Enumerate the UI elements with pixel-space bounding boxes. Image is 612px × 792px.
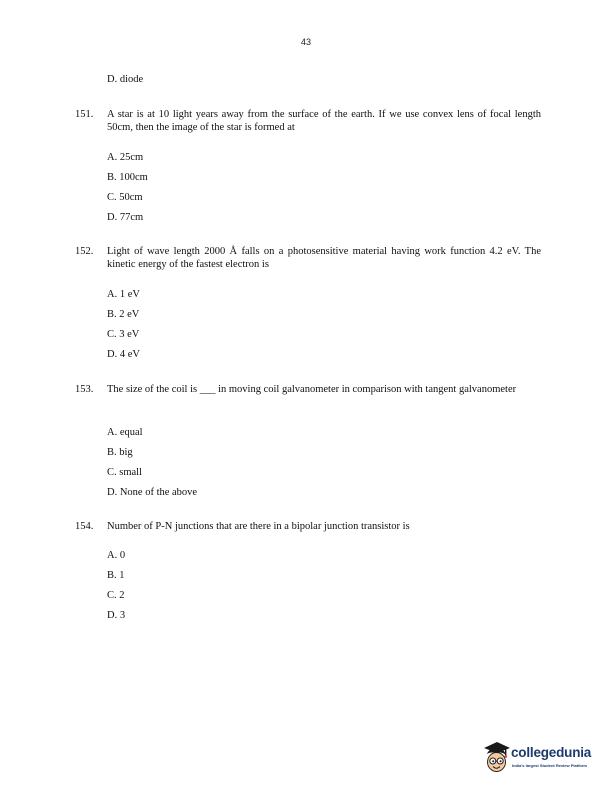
option-c: C. 3 eV xyxy=(107,329,140,340)
question-text: A star is at 10 light years away from the surface of the earth. If we use convex lens of focal length 50cm, then the image of the star is formed at xyxy=(107,109,541,133)
option-a: A. 25cm xyxy=(107,152,144,163)
page-number: 43 xyxy=(300,37,311,47)
carryover-option-d: D. diode xyxy=(107,74,144,85)
option-b: B. 2 eV xyxy=(107,309,140,320)
option-a: A. 1 eV xyxy=(107,289,140,300)
question-number: 152. xyxy=(75,246,94,257)
option-b: B. big xyxy=(107,447,133,458)
option-d: D. 3 xyxy=(107,610,126,621)
question-number: 154. xyxy=(75,521,94,532)
option-b: B. 1 xyxy=(107,570,125,581)
option-c: C. 2 xyxy=(107,590,125,601)
student-mascot-icon xyxy=(481,740,511,776)
question-text: Number of P-N junctions that are there in a bipolar junction transistor is xyxy=(107,521,410,532)
option-a: A. 0 xyxy=(107,550,126,561)
option-c: C. small xyxy=(107,467,143,478)
option-a: A. equal xyxy=(107,427,143,438)
question-text: Light of wave length 2000 Å falls on a photosensitive material having work function 4.2 eV. The kinetic energy of the fastest electron is xyxy=(107,246,541,270)
option-d: D. 77cm xyxy=(107,212,144,223)
option-d: D. None of the above xyxy=(107,487,198,498)
option-d: D. 4 eV xyxy=(107,349,140,360)
collegedunia-logo xyxy=(481,738,606,780)
logo-wordmark: collegedunia xyxy=(511,745,592,760)
logo-tagline: India's largest Student Review Platform xyxy=(512,763,587,768)
option-b: B. 100cm xyxy=(107,172,148,183)
question-number: 153. xyxy=(75,384,94,395)
question-text: The size of the coil is ___ in moving coil galvanometer in comparison with tangent galvanometer xyxy=(107,384,517,395)
option-c: C. 50cm xyxy=(107,192,143,203)
question-number: 151. xyxy=(75,109,94,120)
